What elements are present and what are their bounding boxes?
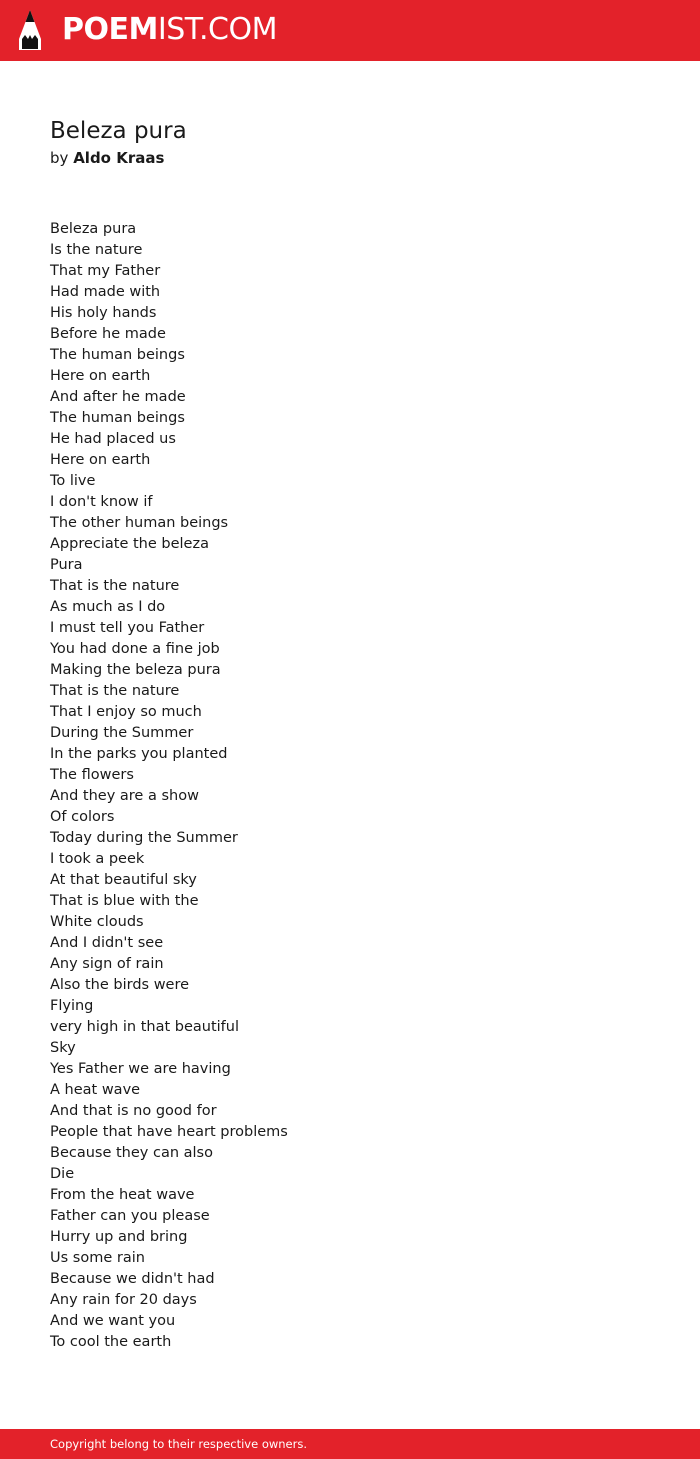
- poem-body: [50, 219, 288, 1353]
- site-header: [0, 0, 700, 61]
- poem-line: And they are a show: [50, 788, 199, 804]
- poem-line: Yes Father we are having: [50, 1061, 231, 1077]
- poem-line: From the heat wave: [50, 1187, 195, 1203]
- poem-line: Pura: [50, 557, 83, 573]
- poem-line: Any sign of rain: [50, 956, 164, 972]
- site-logo-text[interactable]: [62, 12, 277, 48]
- poem-line: Flying: [50, 998, 94, 1014]
- poem-line: That is the nature: [50, 683, 180, 699]
- site-footer: [0, 1429, 700, 1459]
- poem-line: And I didn't see: [50, 935, 164, 951]
- poem-line: Any rain for 20 days: [50, 1292, 197, 1308]
- poem-title: Beleza pura: [50, 118, 187, 144]
- poem-line: Beleza pura: [50, 221, 137, 237]
- poem-line: Sky: [50, 1040, 76, 1056]
- author-name: Aldo Kraas: [73, 149, 165, 167]
- byline-prefix: by: [50, 149, 69, 167]
- poem-line: Making the beleza pura: [50, 662, 221, 678]
- pencil-tip-icon[interactable]: [17, 9, 43, 51]
- poem-line: Had made with: [50, 284, 161, 300]
- poem-line: Because we didn't had: [50, 1271, 215, 1287]
- poem-line: That my Father: [50, 263, 161, 279]
- poem-line: To cool the earth: [50, 1334, 172, 1350]
- poem-line: He had placed us: [50, 431, 176, 447]
- brand-bold-text: POEM: [62, 12, 158, 47]
- poem-line: That is the nature: [50, 578, 180, 594]
- poem-line: You had done a fine job: [50, 641, 220, 657]
- poem-line: And we want you: [50, 1313, 176, 1329]
- poem-line: Of colors: [50, 809, 115, 825]
- poem-line: very high in that beautiful: [50, 1019, 239, 1035]
- poem-line: The other human beings: [50, 515, 229, 531]
- poem-line: That I enjoy so much: [50, 704, 202, 720]
- poem-line: And after he made: [50, 389, 186, 405]
- poem-line: Because they can also: [50, 1145, 213, 1161]
- copyright-text: Copyright belong to their respective owners.: [50, 1437, 308, 1451]
- poem-line: Father can you please: [50, 1208, 210, 1224]
- poem-line: Here on earth: [50, 368, 151, 384]
- poem-line: The human beings: [50, 347, 185, 363]
- poem-line: People that have heart problems: [50, 1124, 288, 1140]
- poem-line: The human beings: [50, 410, 185, 426]
- poem-line: To live: [50, 473, 96, 489]
- poem-line: Before he made: [50, 326, 166, 342]
- poem-line: The flowers: [50, 767, 134, 783]
- poem-line: In the parks you planted: [50, 746, 228, 762]
- poem-line: During the Summer: [50, 725, 194, 741]
- poem-line: Here on earth: [50, 452, 151, 468]
- poem-line: I don't know if: [50, 494, 153, 510]
- poem-line: Also the birds were: [50, 977, 190, 993]
- poem-line: Hurry up and bring: [50, 1229, 188, 1245]
- poem-line: A heat wave: [50, 1082, 141, 1098]
- brand-light-text: IST.COM: [157, 12, 277, 47]
- poem-line: At that beautiful sky: [50, 872, 197, 888]
- poem-line: Appreciate the beleza: [50, 536, 209, 552]
- poem-line: Today during the Summer: [50, 830, 238, 846]
- poem-line: I must tell you Father: [50, 620, 205, 636]
- poem-line: As much as I do: [50, 599, 166, 615]
- poem-line: Us some rain: [50, 1250, 145, 1266]
- poem-byline: [50, 148, 164, 169]
- poem-line: His holy hands: [50, 305, 157, 321]
- poem-line: I took a peek: [50, 851, 145, 867]
- poem-line: That is blue with the: [50, 893, 199, 909]
- poem-line: White clouds: [50, 914, 144, 930]
- poem-line: Die: [50, 1166, 75, 1182]
- poem-line: Is the nature: [50, 242, 143, 258]
- poem-line: And that is no good for: [50, 1103, 217, 1119]
